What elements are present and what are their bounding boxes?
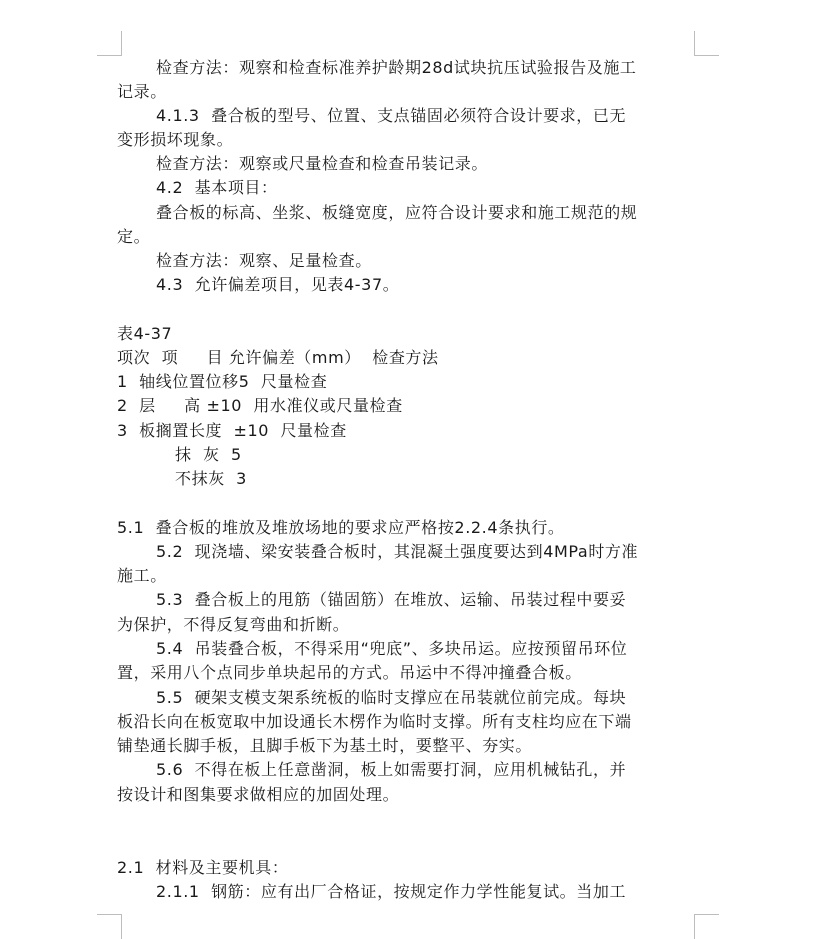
text-line: 置，采用八个点同步单块起吊的方式。吊运中不得冲撞叠合板。: [117, 663, 582, 682]
table-row: 1 轴线位置位移5 尺量检查: [117, 372, 328, 391]
page-corner-mark-bottom-left: [97, 914, 122, 939]
text-line: 2.1.1 钢筋：应有出厂合格证，按规定作力学性能复试。当加工: [156, 882, 627, 901]
text-line: 5.1 叠合板的堆放及堆放场地的要求应严格按2.2.4条执行。: [117, 518, 565, 537]
text-line: 检查方法：观察和检查标准养护龄期28d试块抗压试验报告及施工: [156, 58, 637, 77]
text-line: 5.2 现浇墙、梁安装叠合板时，其混凝土强度要达到4MPa时方准: [156, 542, 639, 561]
table-caption: 表4-37: [117, 324, 173, 343]
text-line: 检查方法：观察或尺量检查和检查吊装记录。: [156, 154, 489, 173]
table-row: 2 层 高 ±10 用水准仪或尺量检查: [117, 396, 403, 415]
text-line: 铺垫通长脚手板，且脚手板下为基土时，要整平、夯实。: [117, 736, 533, 755]
text-line: 5.4 吊装叠合板，不得采用“兜底”、多块吊运。应按预留吊环位: [156, 639, 628, 658]
text-line: 4.2 基本项目：: [156, 178, 278, 197]
page-corner-mark-top-left: [97, 31, 122, 56]
table-row: 不抹灰 3: [175, 469, 247, 488]
text-line: 记录。: [117, 82, 167, 101]
text-line: 板沿长向在板宽取中加设通长木楞作为临时支撑。所有支柱均应在下端: [117, 712, 632, 731]
text-line: 叠合板的标高、坐浆、板缝宽度，应符合设计要求和施工规范的规: [156, 203, 638, 222]
page-corner-mark-bottom-right: [694, 914, 719, 939]
text-line: 定。: [117, 227, 151, 246]
text-line: 按设计和图集要求做相应的加固处理。: [117, 785, 400, 804]
text-line: 5.3 叠合板上的甩筋（锚固筋）在堆放、运输、吊装过程中要妥: [156, 590, 627, 609]
text-line: 施工。: [117, 566, 167, 585]
page-corner-mark-top-right: [694, 31, 719, 56]
section-heading: 2.1 材料及主要机具：: [117, 858, 289, 877]
text-line: 为保护，不得反复弯曲和折断。: [117, 615, 350, 634]
table-row: 抹 灰 5: [175, 445, 242, 464]
text-line: 检查方法：观察、足量检查。: [156, 251, 372, 270]
table-header: 项次 项 目 允许偏差（mm） 检查方法: [117, 348, 439, 367]
text-line: 5.6 不得在板上任意凿洞，板上如需要打洞，应用机械钻孔，并: [156, 760, 627, 779]
text-line: 4.1.3 叠合板的型号、位置、支点锚固必须符合设计要求，已无: [156, 106, 627, 125]
text-line: 变形损坏现象。: [117, 130, 234, 149]
table-row: 3 板搁置长度 ±10 尺量检查: [117, 421, 347, 440]
text-line: 5.5 硬架支模支架系统板的临时支撑应在吊装就位前完成。每块: [156, 688, 627, 707]
text-line: 4.3 允许偏差项目，见表4-37。: [156, 275, 400, 294]
